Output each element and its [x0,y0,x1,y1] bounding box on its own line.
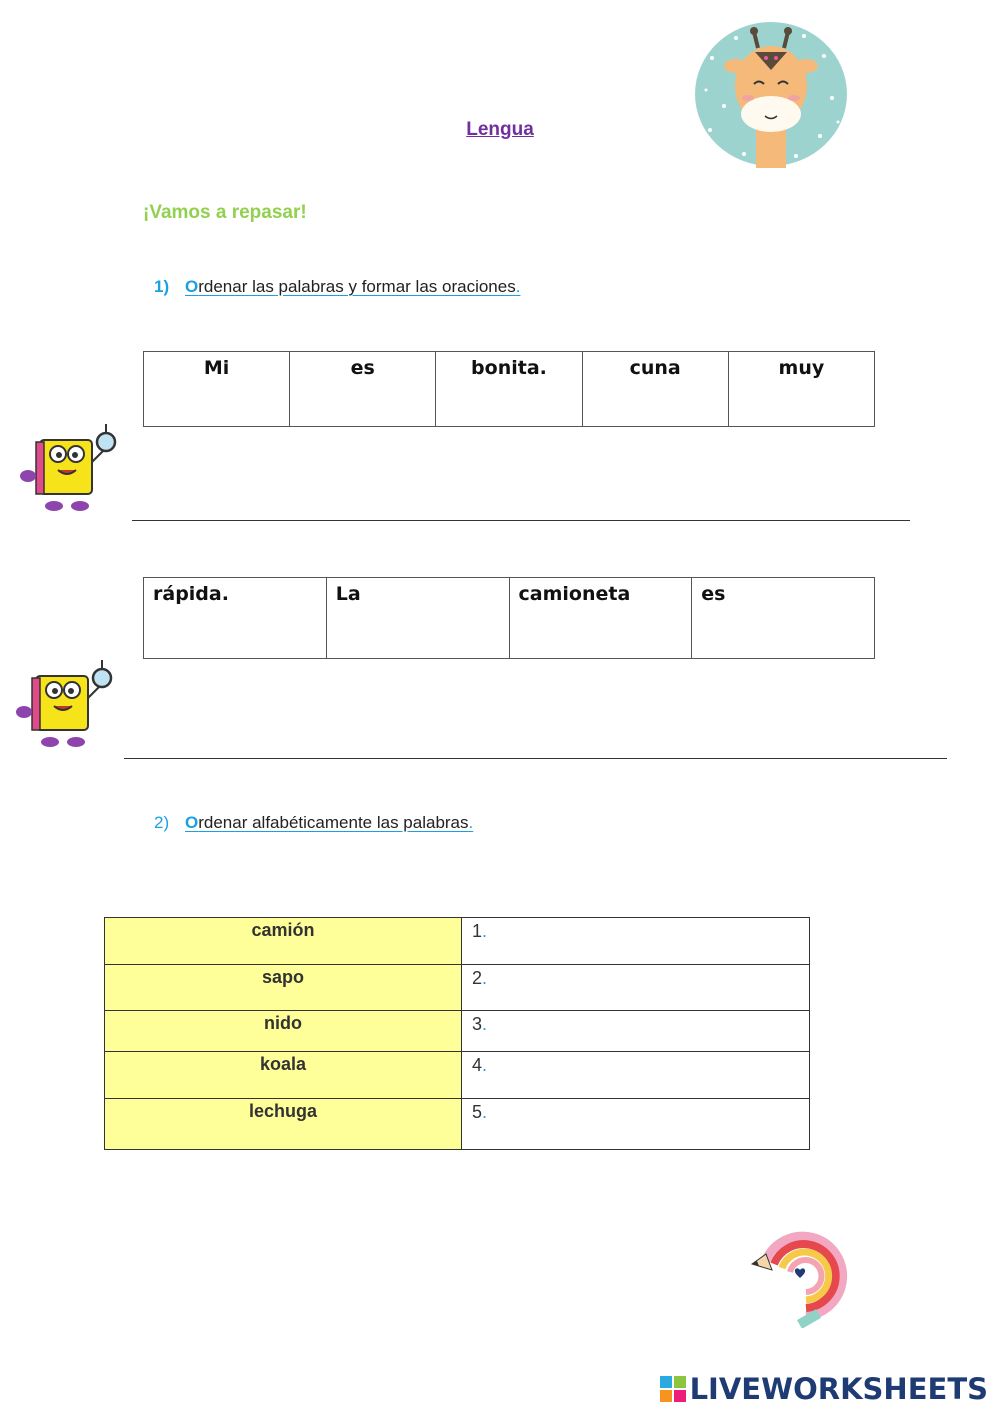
exercise-2-instruction [154,813,473,833]
word-cell: sapo [105,965,462,1011]
table-row [105,1052,810,1099]
rainbow-pencil-icon [748,1216,852,1328]
word-table-2 [143,577,875,659]
page-title: Lengua [466,119,534,140]
book-magnifier-mascot-icon [14,658,114,750]
word-cell[interactable]: cuna [582,352,728,427]
answer-cell[interactable] [462,1052,810,1099]
word-cell: koala [105,1052,462,1099]
word-cell: nido [105,1011,462,1052]
word-cell[interactable]: es [692,578,875,659]
word-cell[interactable]: es [290,352,436,427]
page-subtitle: ¡Vamos a repasar! [143,202,307,223]
word-cell[interactable]: La [326,578,509,659]
answer-number-dot: . [482,1102,488,1122]
table-row [105,965,810,1011]
answer-cell[interactable] [462,1099,810,1150]
liveworksheets-logo [660,1372,988,1406]
exercise-1-first-letter: O [185,277,199,296]
liveworksheets-logo-icon [660,1376,686,1402]
table-row [105,1099,810,1150]
answer-number-dot: . [482,1014,488,1034]
word-table-1 [143,351,875,427]
word-cell[interactable]: rápida. [144,578,327,659]
exercise-1-number: 1) [154,277,170,296]
answer-number-dot: . [482,968,488,988]
word-cell[interactable]: Mi [144,352,290,427]
answer-cell[interactable] [462,1011,810,1052]
word-cell: lechuga [105,1099,462,1150]
word-cell[interactable]: muy [728,352,874,427]
exercise-2-first-letter: O [185,813,199,832]
exercise-2-number: 2) [154,813,170,832]
book-magnifier-mascot-icon [18,422,118,514]
table-row [105,1011,810,1052]
alphabetical-table [104,917,810,1150]
answer-number-dot: . [482,921,488,941]
answer-cell[interactable] [462,965,810,1011]
answer-number: 1 [472,921,483,941]
answer-number: 2 [472,968,483,988]
answer-line-2[interactable] [124,758,947,759]
word-cell[interactable]: camioneta [509,578,692,659]
brand-name: LIVEWORKSHEETS [689,1372,988,1406]
answer-number: 5 [472,1102,483,1122]
word-cell: camión [105,918,462,965]
word-cell[interactable]: bonita. [436,352,582,427]
exercise-2-period: . [468,813,474,832]
giraffe-illustration [692,18,850,168]
answer-number-dot: . [482,1055,488,1075]
answer-cell[interactable] [462,918,810,965]
exercise-1-text: rdenar las palabras y formar las oraciones [198,277,516,296]
answer-number: 3 [472,1014,483,1034]
table-row [105,918,810,965]
answer-number: 4 [472,1055,483,1075]
exercise-1-instruction [154,277,520,297]
exercise-1-period: . [515,277,521,296]
exercise-2-text: rdenar alfabéticamente las palabras [198,813,469,832]
answer-line-1[interactable] [132,520,910,521]
